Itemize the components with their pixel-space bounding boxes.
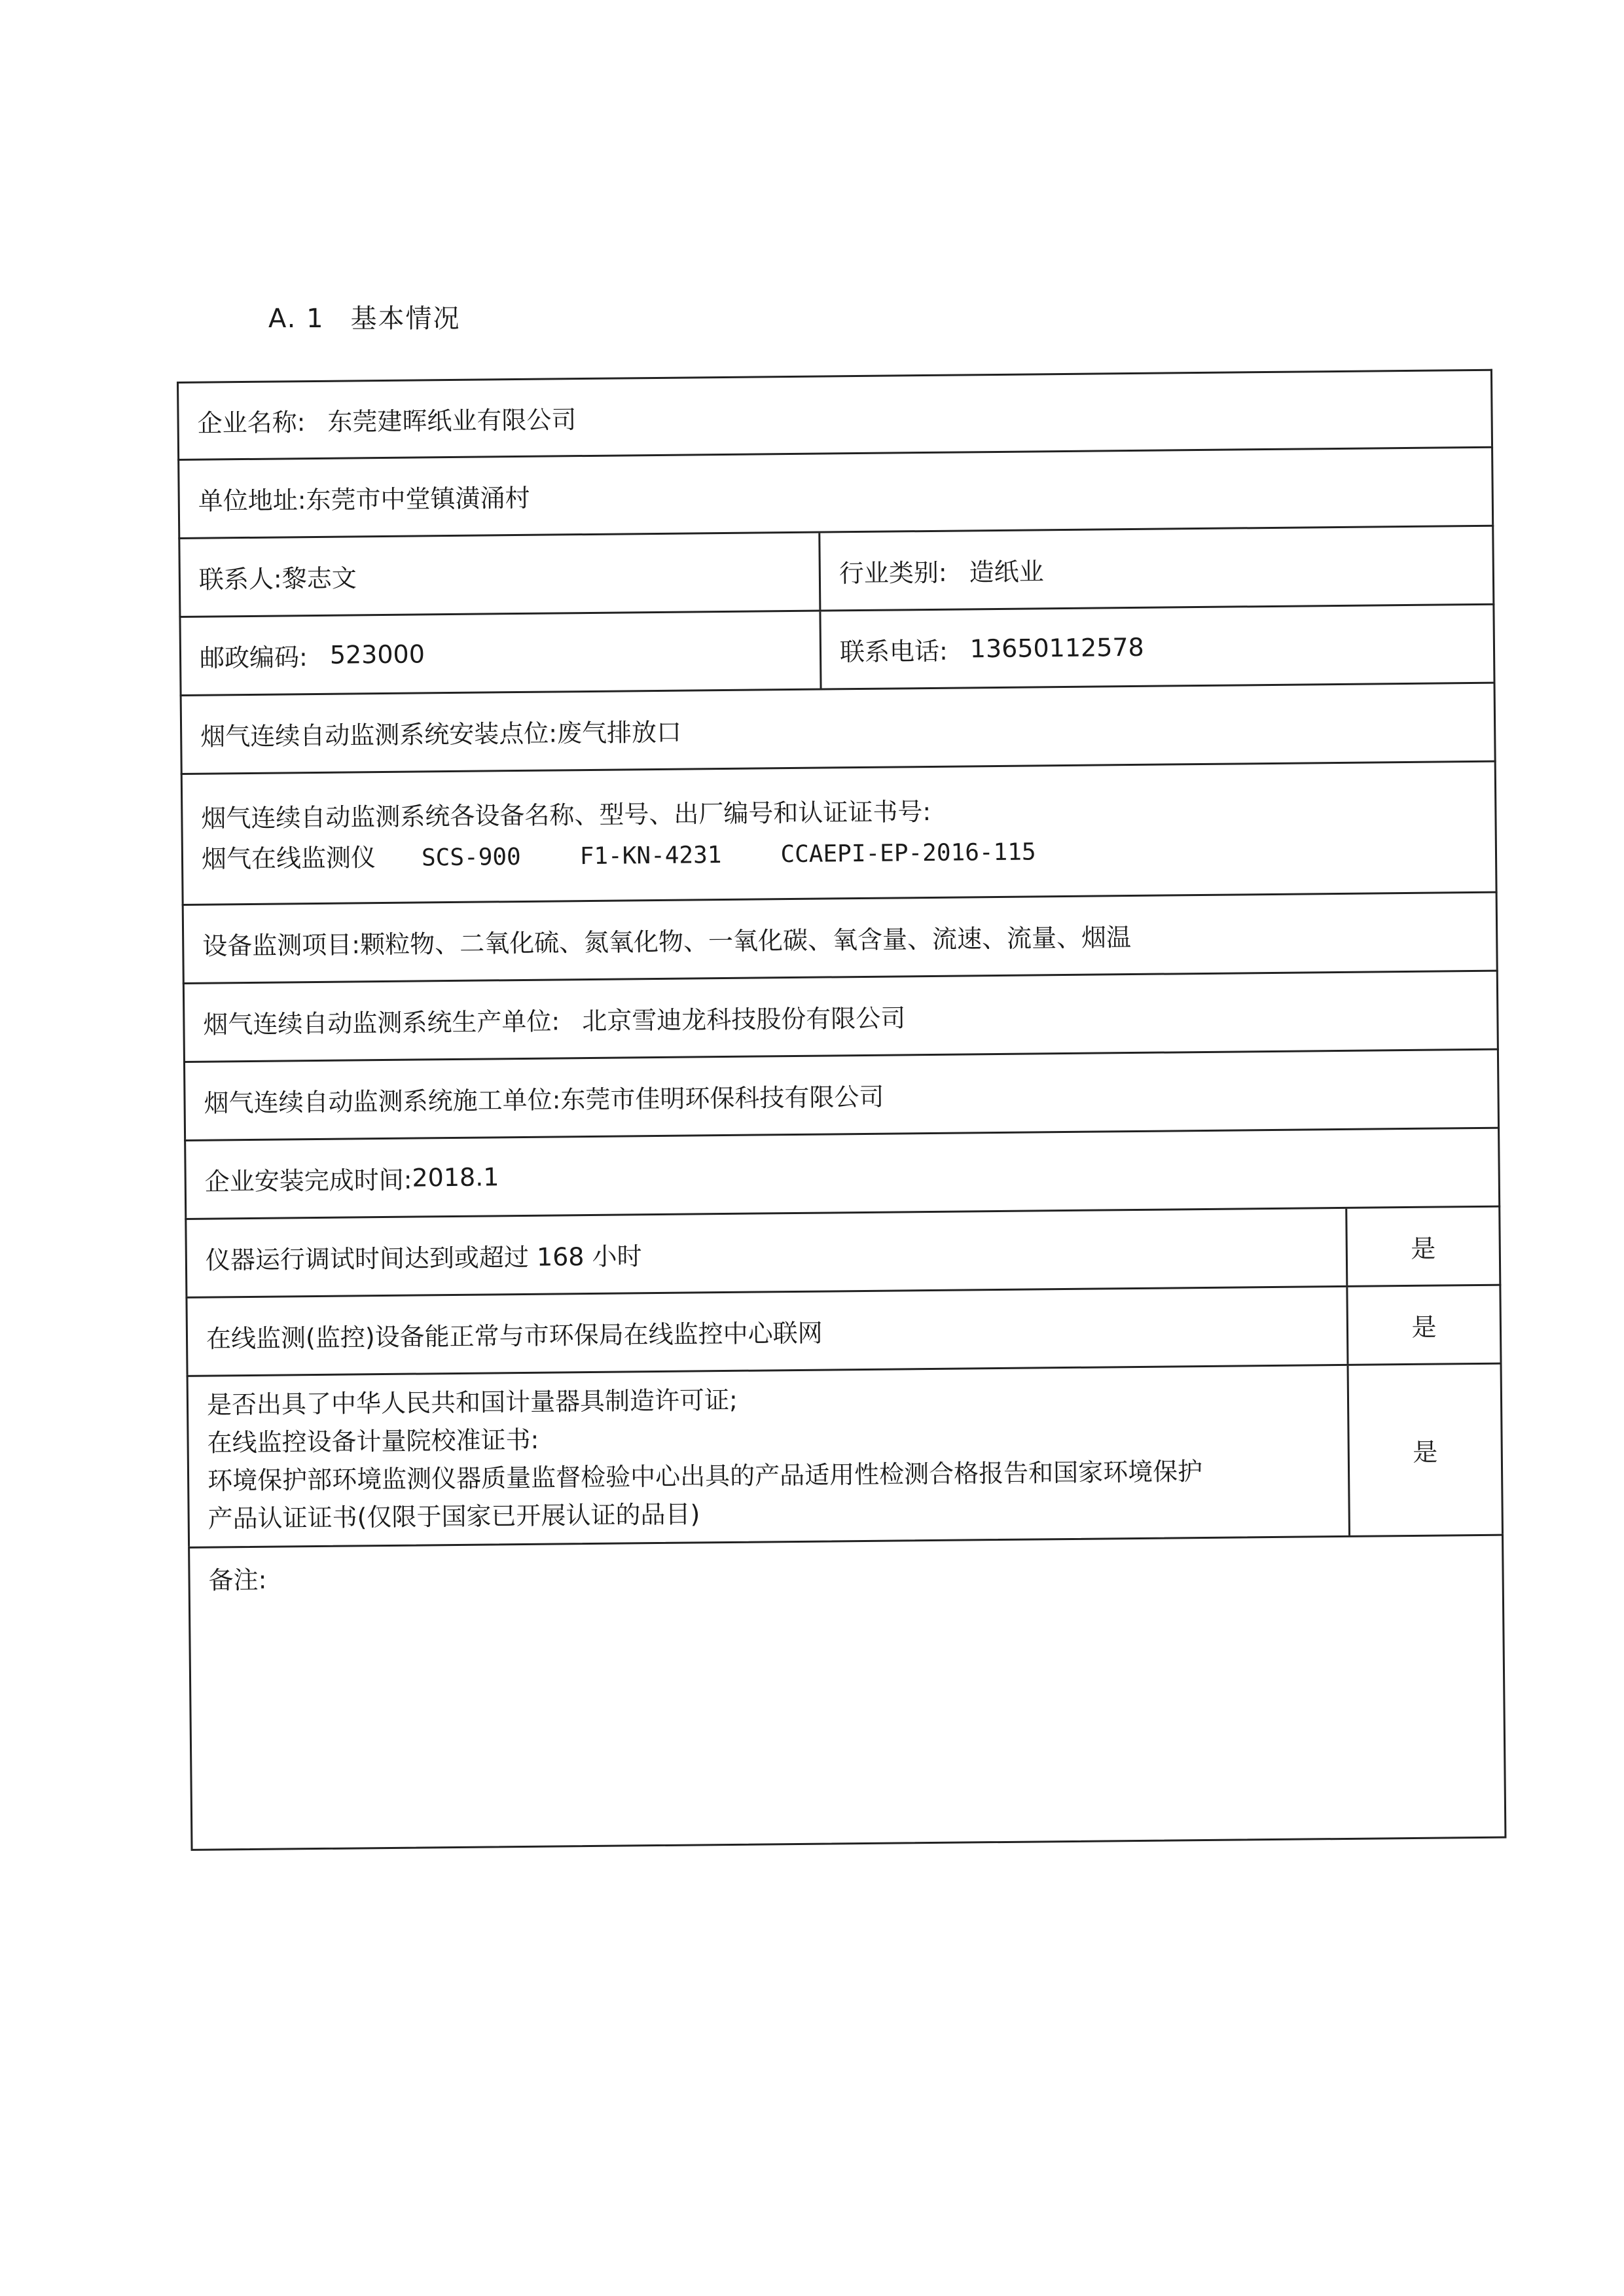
section-title: 基本情况 bbox=[350, 304, 461, 334]
equipment-detail-line bbox=[202, 831, 1036, 880]
postcode-cell bbox=[181, 612, 820, 694]
address-row bbox=[177, 446, 1494, 537]
phone-value: 13650112578 bbox=[969, 632, 1144, 663]
postcode-row bbox=[179, 603, 1495, 694]
completion-row bbox=[184, 1127, 1500, 1218]
notes-label: 备注: bbox=[208, 1565, 267, 1595]
builder-label: 烟气连续自动监测系统施工单位: bbox=[204, 1085, 561, 1118]
phone-cell bbox=[819, 605, 1493, 689]
contact-label: 联系人: bbox=[198, 564, 282, 594]
producer-cell bbox=[185, 972, 1497, 1061]
company-name-cell bbox=[179, 371, 1491, 459]
check-3-line-4: 产品认证证书(仅限于国家已开展认证的品目) bbox=[208, 1499, 700, 1534]
check-3-line-3: 环境保护部环境监测仪器质量监督检验中心出具的产品适用性检测合格报告和国家环境保护 bbox=[207, 1456, 1203, 1496]
company-name-value: 东莞建晖纸业有限公司 bbox=[327, 405, 577, 437]
builder-value: 东莞市佳明环保科技有限公司 bbox=[560, 1082, 884, 1115]
equipment-row bbox=[181, 761, 1498, 904]
equipment-name: 烟气在线监测仪 bbox=[201, 842, 376, 874]
notes-row bbox=[188, 1534, 1506, 1851]
equipment-heading: 烟气连续自动监测系统各设备名称、型号、出厂编号和认证证书号: bbox=[201, 797, 931, 833]
check-row-2 bbox=[185, 1284, 1502, 1375]
address-label: 单位地址: bbox=[198, 486, 306, 516]
basic-info-table bbox=[177, 369, 1506, 1851]
equipment-serial: F1-KN-4231 bbox=[579, 841, 722, 870]
company-name-label: 企业名称: bbox=[197, 408, 306, 438]
completion-value: 2018.1 bbox=[412, 1162, 499, 1193]
contact-cell bbox=[180, 533, 819, 616]
equipment-cert: CCAEPI-EP-2016-115 bbox=[780, 838, 1036, 868]
contact-row bbox=[178, 525, 1494, 616]
completion-cell bbox=[186, 1129, 1498, 1218]
producer-value: 北京雪迪龙科技股份有限公司 bbox=[582, 1003, 906, 1036]
industry-label: 行业类别: bbox=[839, 558, 947, 588]
equipment-model: SCS-900 bbox=[421, 843, 521, 871]
notes-cell bbox=[190, 1536, 1504, 1849]
contact-value: 黎志文 bbox=[281, 564, 357, 594]
check-3-answer-cell bbox=[1347, 1365, 1502, 1535]
section-heading bbox=[268, 298, 461, 335]
check-3-answer: 是 bbox=[1413, 1437, 1438, 1467]
completion-label: 企业安装完成时间: bbox=[204, 1165, 412, 1196]
monitor-items-row bbox=[182, 891, 1498, 982]
check-1-text: 仪器运行调试时间达到或超过 168 小时 bbox=[205, 1242, 642, 1275]
check-2-cell bbox=[187, 1287, 1346, 1375]
check-2-answer-cell bbox=[1346, 1286, 1500, 1364]
check-1-answer-cell bbox=[1345, 1208, 1499, 1285]
install-point-cell bbox=[182, 684, 1494, 773]
check-2-answer: 是 bbox=[1411, 1312, 1437, 1342]
monitor-items-text: 设备监测项目:颗粒物、二氧化硫、氮氧化物、一氧化碳、氧含量、流速、流量、烟温 bbox=[202, 923, 1132, 961]
producer-row bbox=[183, 970, 1499, 1061]
check-2-text: 在线监测(监控)设备能正常与市环保局在线监控中心联网 bbox=[206, 1318, 823, 1354]
install-point-row bbox=[180, 682, 1496, 773]
industry-value: 造纸业 bbox=[969, 557, 1044, 587]
check-row-3 bbox=[187, 1363, 1504, 1547]
builder-cell bbox=[185, 1050, 1498, 1139]
address-cell bbox=[179, 448, 1492, 537]
check-1-cell bbox=[187, 1209, 1346, 1297]
check-1-answer: 是 bbox=[1411, 1234, 1436, 1263]
section-number: A. 1 bbox=[268, 304, 325, 334]
postcode-label: 邮政编码: bbox=[199, 643, 308, 673]
producer-label: 烟气连续自动监测系统生产单位: bbox=[203, 1007, 560, 1039]
equipment-cell bbox=[183, 762, 1496, 904]
install-point-value: 废气排放口 bbox=[556, 717, 682, 748]
company-name-row bbox=[177, 369, 1493, 459]
check-row-1 bbox=[185, 1206, 1501, 1297]
postcode-value: 523000 bbox=[329, 639, 425, 670]
check-3-line-1: 是否出具了中华人民共和国计量器具制造许可证; bbox=[206, 1385, 738, 1420]
builder-row bbox=[183, 1049, 1500, 1139]
monitor-items-cell bbox=[184, 893, 1496, 982]
industry-cell bbox=[818, 527, 1492, 610]
install-point-label: 烟气连续自动监测系统安装点位: bbox=[200, 719, 558, 751]
phone-label: 联系电话: bbox=[839, 636, 948, 667]
check-3-cell bbox=[189, 1366, 1348, 1547]
check-3-line-2: 在线监控设备计量院校准证书: bbox=[207, 1425, 539, 1458]
address-value: 东莞市中堂镇潢涌村 bbox=[306, 483, 530, 515]
